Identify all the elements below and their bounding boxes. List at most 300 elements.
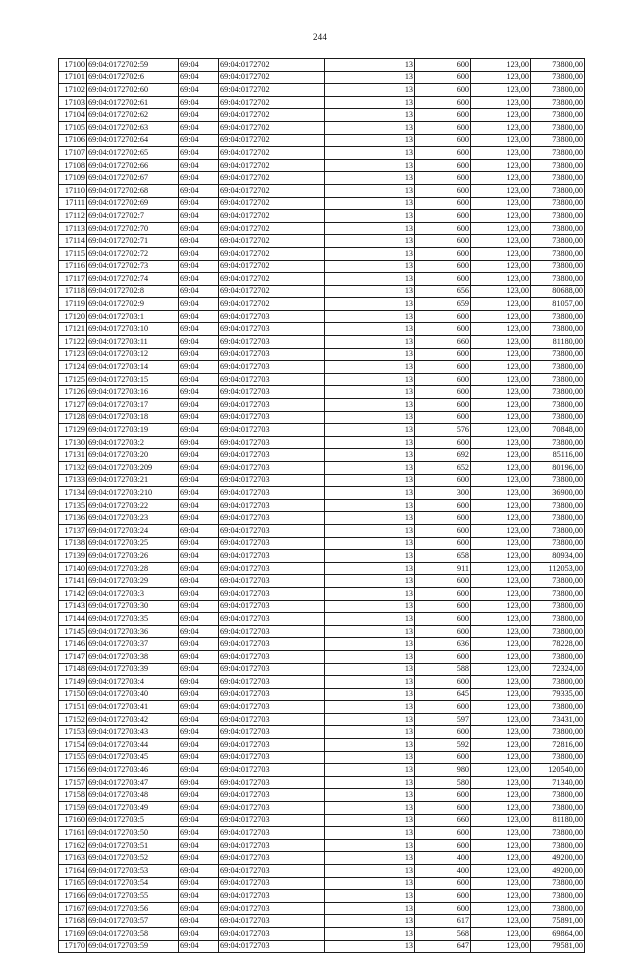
area-cell: 600 [415,109,471,122]
cadastral-number-cell: 69:04:0172702:63 [87,121,179,134]
rate-cell: 123,00 [471,134,531,147]
category-code-cell: 13 [325,247,415,260]
district-code-cell: 69:04 [179,524,219,537]
district-code-cell: 69:04 [179,260,219,273]
row-number-cell: 17102 [59,84,87,97]
cadastral-number-cell: 69:04:0172703:59 [87,940,179,953]
district-code-cell: 69:04 [179,361,219,374]
area-cell: 600 [415,474,471,487]
area-cell: 600 [415,499,471,512]
cadastral-value-cell: 79581,00 [531,940,585,953]
cadastral-value-cell: 73800,00 [531,789,585,802]
cadastral-value-cell: 73800,00 [531,210,585,223]
block-number-cell: 69:04:0172703 [219,764,325,777]
rate-cell: 123,00 [471,537,531,550]
area-cell: 600 [415,184,471,197]
area-cell: 617 [415,915,471,928]
table-row [59,386,585,399]
row-number-cell: 17169 [59,927,87,940]
district-code-cell: 69:04 [179,449,219,462]
rate-cell: 123,00 [471,613,531,626]
category-code-cell: 13 [325,298,415,311]
district-code-cell: 69:04 [179,789,219,802]
cadastral-value-cell: 73800,00 [531,247,585,260]
district-code-cell: 69:04 [179,764,219,777]
row-number-cell: 17143 [59,600,87,613]
row-number-cell: 17150 [59,688,87,701]
rate-cell: 123,00 [471,550,531,563]
table-row [59,877,585,890]
category-code-cell: 13 [325,121,415,134]
table-row [59,184,585,197]
rate-cell: 123,00 [471,121,531,134]
table-row [59,562,585,575]
rate-cell: 123,00 [471,638,531,651]
cadastral-value-cell: 69864,00 [531,927,585,940]
category-code-cell: 13 [325,802,415,815]
block-number-cell: 69:04:0172702 [219,210,325,223]
table-row [59,613,585,626]
rate-cell: 123,00 [471,361,531,374]
category-code-cell: 13 [325,159,415,172]
table-row [59,273,585,286]
area-cell: 600 [415,172,471,185]
category-code-cell: 13 [325,739,415,752]
row-number-cell: 17114 [59,235,87,248]
category-code-cell: 13 [325,827,415,840]
district-code-cell: 69:04 [179,373,219,386]
row-number-cell: 17124 [59,361,87,374]
rate-cell: 123,00 [471,852,531,865]
block-number-cell: 69:04:0172703 [219,927,325,940]
rate-cell: 123,00 [471,915,531,928]
cadastral-number-cell: 69:04:0172702:6 [87,71,179,84]
district-code-cell: 69:04 [179,247,219,260]
block-number-cell: 69:04:0172702 [219,159,325,172]
district-code-cell: 69:04 [179,298,219,311]
district-code-cell: 69:04 [179,462,219,475]
area-cell: 600 [415,575,471,588]
row-number-cell: 17148 [59,663,87,676]
area-cell: 580 [415,776,471,789]
cadastral-value-cell: 73800,00 [531,96,585,109]
area-cell: 600 [415,373,471,386]
area-cell: 600 [415,701,471,714]
category-code-cell: 13 [325,134,415,147]
block-number-cell: 69:04:0172703 [219,688,325,701]
row-number-cell: 17113 [59,222,87,235]
block-number-cell: 69:04:0172702 [219,134,325,147]
district-code-cell: 69:04 [179,348,219,361]
row-number-cell: 17116 [59,260,87,273]
cadastral-number-cell: 69:04:0172703:45 [87,751,179,764]
cadastral-value-cell: 75891,00 [531,915,585,928]
rate-cell: 123,00 [471,310,531,323]
cadastral-value-cell: 80934,00 [531,550,585,563]
district-code-cell: 69:04 [179,739,219,752]
cadastral-value-cell: 112053,00 [531,562,585,575]
cadastral-number-cell: 69:04:0172703:19 [87,424,179,437]
cadastral-number-cell: 69:04:0172703:17 [87,399,179,412]
cadastral-number-cell: 69:04:0172703:30 [87,600,179,613]
cadastral-value-cell: 73800,00 [531,902,585,915]
row-number-cell: 17110 [59,184,87,197]
category-code-cell: 13 [325,71,415,84]
category-code-cell: 13 [325,688,415,701]
cadastral-number-cell: 69:04:0172703:209 [87,462,179,475]
cadastral-number-cell: 69:04:0172703:53 [87,865,179,878]
area-cell: 656 [415,285,471,298]
district-code-cell: 69:04 [179,688,219,701]
area-cell: 588 [415,663,471,676]
area-cell: 568 [415,927,471,940]
district-code-cell: 69:04 [179,776,219,789]
area-cell: 592 [415,739,471,752]
row-number-cell: 17159 [59,802,87,815]
cadastral-number-cell: 69:04:0172702:74 [87,273,179,286]
district-code-cell: 69:04 [179,147,219,160]
cadastral-number-cell: 69:04:0172703:38 [87,650,179,663]
area-cell: 600 [415,827,471,840]
cadastral-value-cell: 73431,00 [531,713,585,726]
rate-cell: 123,00 [471,575,531,588]
table-row [59,802,585,815]
district-code-cell: 69:04 [179,59,219,72]
row-number-cell: 17136 [59,512,87,525]
cadastral-value-cell: 73800,00 [531,575,585,588]
cadastral-number-cell: 69:04:0172702:71 [87,235,179,248]
table-row [59,310,585,323]
table-row [59,222,585,235]
rate-cell: 123,00 [471,499,531,512]
table-row [59,550,585,563]
cadastral-number-cell: 69:04:0172703:43 [87,726,179,739]
table-row [59,462,585,475]
district-code-cell: 69:04 [179,587,219,600]
block-number-cell: 69:04:0172703 [219,487,325,500]
row-number-cell: 17127 [59,399,87,412]
rate-cell: 123,00 [471,285,531,298]
block-number-cell: 69:04:0172702 [219,285,325,298]
district-code-cell: 69:04 [179,650,219,663]
table-row [59,776,585,789]
table-row [59,600,585,613]
area-cell: 600 [415,726,471,739]
cadastral-number-cell: 69:04:0172703:26 [87,550,179,563]
area-cell: 300 [415,487,471,500]
area-cell: 692 [415,449,471,462]
cadastral-value-cell: 73800,00 [531,222,585,235]
area-cell: 600 [415,802,471,815]
district-code-cell: 69:04 [179,84,219,97]
cadastral-value-cell: 80196,00 [531,462,585,475]
cadastral-value-cell: 49200,00 [531,852,585,865]
category-code-cell: 13 [325,524,415,537]
cadastral-value-cell: 73800,00 [531,361,585,374]
rate-cell: 123,00 [471,222,531,235]
area-cell: 600 [415,310,471,323]
table-row [59,424,585,437]
block-number-cell: 69:04:0172703 [219,701,325,714]
district-code-cell: 69:04 [179,927,219,940]
category-code-cell: 13 [325,84,415,97]
cadastral-number-cell: 69:04:0172703:29 [87,575,179,588]
row-number-cell: 17130 [59,436,87,449]
cadastral-value-cell: 73800,00 [531,512,585,525]
rate-cell: 123,00 [471,260,531,273]
block-number-cell: 69:04:0172702 [219,96,325,109]
row-number-cell: 17103 [59,96,87,109]
row-number-cell: 17125 [59,373,87,386]
rate-cell: 123,00 [471,273,531,286]
rate-cell: 123,00 [471,865,531,878]
district-code-cell: 69:04 [179,121,219,134]
cadastral-value-cell: 120540,00 [531,764,585,777]
block-number-cell: 69:04:0172703 [219,462,325,475]
row-number-cell: 17149 [59,676,87,689]
block-number-cell: 69:04:0172702 [219,184,325,197]
block-number-cell: 69:04:0172702 [219,147,325,160]
district-code-cell: 69:04 [179,386,219,399]
rate-cell: 123,00 [471,411,531,424]
table-row [59,713,585,726]
cadastral-value-cell: 71340,00 [531,776,585,789]
rate-cell: 123,00 [471,298,531,311]
category-code-cell: 13 [325,751,415,764]
area-cell: 600 [415,71,471,84]
cadastral-number-cell: 69:04:0172703:18 [87,411,179,424]
category-code-cell: 13 [325,436,415,449]
cadastral-number-cell: 69:04:0172703:1 [87,310,179,323]
block-number-cell: 69:04:0172703 [219,865,325,878]
cadastral-value-cell: 73800,00 [531,839,585,852]
cadastral-number-cell: 69:04:0172703:3 [87,587,179,600]
block-number-cell: 69:04:0172703 [219,890,325,903]
row-number-cell: 17139 [59,550,87,563]
block-number-cell: 69:04:0172702 [219,273,325,286]
rate-cell: 123,00 [471,184,531,197]
district-code-cell: 69:04 [179,839,219,852]
cadastral-number-cell: 69:04:0172703:2 [87,436,179,449]
table-row [59,411,585,424]
cadastral-value-cell: 80688,00 [531,285,585,298]
table-row [59,638,585,651]
category-code-cell: 13 [325,865,415,878]
row-number-cell: 17109 [59,172,87,185]
district-code-cell: 69:04 [179,575,219,588]
cadastral-number-cell: 69:04:0172702:60 [87,84,179,97]
block-number-cell: 69:04:0172703 [219,524,325,537]
cadastral-value-cell: 73800,00 [531,159,585,172]
area-cell: 600 [415,650,471,663]
row-number-cell: 17141 [59,575,87,588]
row-number-cell: 17118 [59,285,87,298]
block-number-cell: 69:04:0172703 [219,814,325,827]
rate-cell: 123,00 [471,587,531,600]
table-row [59,650,585,663]
cadastral-number-cell: 69:04:0172702:64 [87,134,179,147]
row-number-cell: 17106 [59,134,87,147]
district-code-cell: 69:04 [179,285,219,298]
table-row [59,399,585,412]
block-number-cell: 69:04:0172703 [219,613,325,626]
cadastral-value-cell: 73800,00 [531,877,585,890]
row-number-cell: 17152 [59,713,87,726]
category-code-cell: 13 [325,701,415,714]
row-number-cell: 17104 [59,109,87,122]
row-number-cell: 17167 [59,902,87,915]
cadastral-number-cell: 69:04:0172703:25 [87,537,179,550]
table-row [59,902,585,915]
row-number-cell: 17157 [59,776,87,789]
cadastral-value-cell: 70848,00 [531,424,585,437]
block-number-cell: 69:04:0172702 [219,260,325,273]
area-cell: 600 [415,399,471,412]
block-number-cell: 69:04:0172703 [219,877,325,890]
table-row [59,575,585,588]
category-code-cell: 13 [325,222,415,235]
cadastral-number-cell: 69:04:0172702:67 [87,172,179,185]
cadastral-number-cell: 69:04:0172703:24 [87,524,179,537]
district-code-cell: 69:04 [179,537,219,550]
table-row [59,474,585,487]
block-number-cell: 69:04:0172703 [219,827,325,840]
rate-cell: 123,00 [471,890,531,903]
category-code-cell: 13 [325,726,415,739]
table-row [59,915,585,928]
rate-cell: 123,00 [471,84,531,97]
cadastral-value-cell: 72816,00 [531,739,585,752]
row-number-cell: 17119 [59,298,87,311]
table-row [59,537,585,550]
cadastral-value-cell: 73800,00 [531,436,585,449]
table-row [59,285,585,298]
cadastral-number-cell: 69:04:0172703:44 [87,739,179,752]
row-number-cell: 17144 [59,613,87,626]
rate-cell: 123,00 [471,462,531,475]
area-cell: 658 [415,550,471,563]
cadastral-value-cell: 81057,00 [531,298,585,311]
table-row [59,436,585,449]
table-row [59,172,585,185]
cadastral-number-cell: 69:04:0172703:210 [87,487,179,500]
category-code-cell: 13 [325,512,415,525]
cadastral-value-cell: 49200,00 [531,865,585,878]
table-row [59,348,585,361]
cadastral-value-cell: 73800,00 [531,59,585,72]
cadastral-table [58,58,585,953]
category-code-cell: 13 [325,487,415,500]
cadastral-value-cell: 73800,00 [531,701,585,714]
area-cell: 597 [415,713,471,726]
category-code-cell: 13 [325,915,415,928]
block-number-cell: 69:04:0172703 [219,436,325,449]
row-number-cell: 17108 [59,159,87,172]
district-code-cell: 69:04 [179,424,219,437]
category-code-cell: 13 [325,424,415,437]
block-number-cell: 69:04:0172702 [219,235,325,248]
row-number-cell: 17158 [59,789,87,802]
cadastral-value-cell: 73800,00 [531,411,585,424]
table-row [59,839,585,852]
district-code-cell: 69:04 [179,701,219,714]
rate-cell: 123,00 [471,424,531,437]
rate-cell: 123,00 [471,688,531,701]
table-row [59,751,585,764]
rate-cell: 123,00 [471,323,531,336]
category-code-cell: 13 [325,600,415,613]
district-code-cell: 69:04 [179,902,219,915]
cadastral-number-cell: 69:04:0172702:69 [87,197,179,210]
rate-cell: 123,00 [471,814,531,827]
block-number-cell: 69:04:0172702 [219,247,325,260]
category-code-cell: 13 [325,197,415,210]
table-body [59,59,585,953]
area-cell: 600 [415,323,471,336]
category-code-cell: 13 [325,625,415,638]
area-cell: 600 [415,436,471,449]
category-code-cell: 13 [325,562,415,575]
area-cell: 600 [415,273,471,286]
row-number-cell: 17122 [59,336,87,349]
area-cell: 600 [415,676,471,689]
block-number-cell: 69:04:0172702 [219,84,325,97]
district-code-cell: 69:04 [179,399,219,412]
category-code-cell: 13 [325,109,415,122]
rate-cell: 123,00 [471,96,531,109]
category-code-cell: 13 [325,877,415,890]
cadastral-value-cell: 73800,00 [531,373,585,386]
district-code-cell: 69:04 [179,487,219,500]
cadastral-number-cell: 69:04:0172703:20 [87,449,179,462]
table-row [59,688,585,701]
area-cell: 600 [415,600,471,613]
row-number-cell: 17111 [59,197,87,210]
district-code-cell: 69:04 [179,663,219,676]
block-number-cell: 69:04:0172703 [219,373,325,386]
area-cell: 600 [415,839,471,852]
category-code-cell: 13 [325,184,415,197]
block-number-cell: 69:04:0172703 [219,940,325,953]
table-row [59,336,585,349]
cadastral-number-cell: 69:04:0172703:54 [87,877,179,890]
block-number-cell: 69:04:0172702 [219,59,325,72]
block-number-cell: 69:04:0172703 [219,550,325,563]
row-number-cell: 17153 [59,726,87,739]
table-row [59,865,585,878]
page-number: 244 [312,32,328,42]
rate-cell: 123,00 [471,739,531,752]
area-cell: 600 [415,59,471,72]
cadastral-value-cell: 73800,00 [531,172,585,185]
rate-cell: 123,00 [471,600,531,613]
table-row [59,235,585,248]
area-cell: 980 [415,764,471,777]
district-code-cell: 69:04 [179,323,219,336]
area-cell: 911 [415,562,471,575]
cadastral-value-cell: 73800,00 [531,474,585,487]
block-number-cell: 69:04:0172703 [219,449,325,462]
category-code-cell: 13 [325,852,415,865]
category-code-cell: 13 [325,336,415,349]
district-code-cell: 69:04 [179,814,219,827]
area-cell: 600 [415,121,471,134]
area-cell: 400 [415,852,471,865]
area-cell: 600 [415,625,471,638]
rate-cell: 123,00 [471,940,531,953]
cadastral-value-cell: 73800,00 [531,71,585,84]
area-cell: 647 [415,940,471,953]
